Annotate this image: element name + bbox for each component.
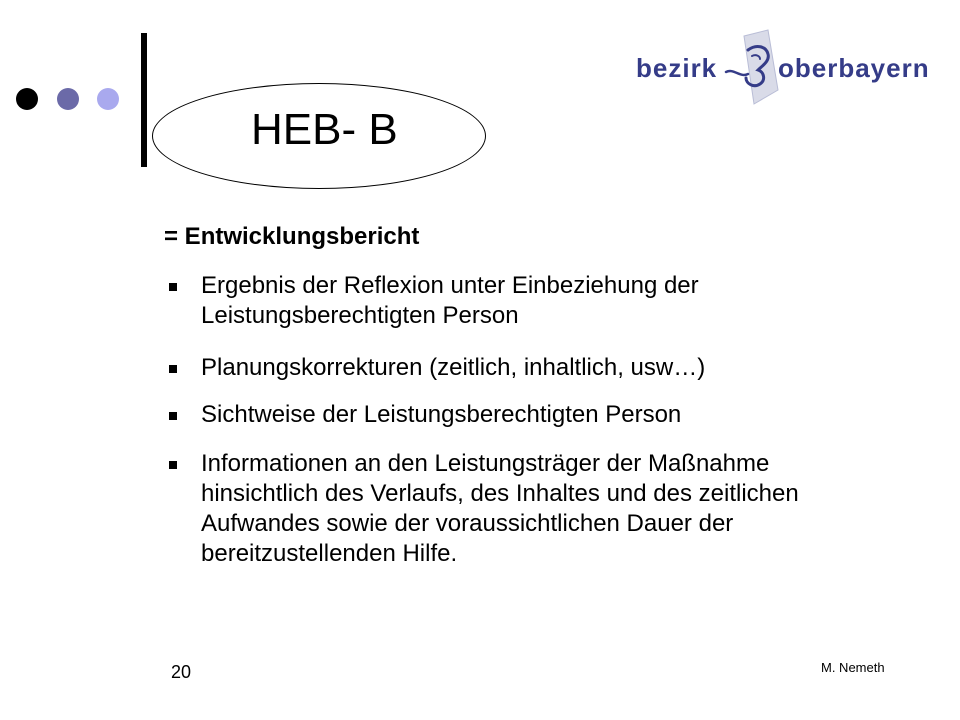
bullet-marker	[169, 365, 177, 373]
bullet-marker	[169, 283, 177, 291]
page-number: 20	[171, 662, 192, 682]
slide-subtitle: = Entwicklungsbericht	[164, 223, 420, 250]
list-item: Sichtweise der Leistungsberechtigten Person	[201, 401, 682, 428]
bullet-marker	[169, 461, 177, 469]
list-item: Informationen an den Leistungsträger der Maßnahme hinsichtlich des Verlaufs, des Inhaltes und des zeitlichen Aufwandes sowie der voraussichtlichen Dauer der bereitzustellenden Hilfe.	[201, 450, 799, 567]
bullet-marker	[169, 412, 177, 420]
logo-text-left: bezirk	[636, 53, 718, 83]
list-item: Planungskorrekturen (zeitlich, inhaltlich, usw…)	[201, 354, 706, 381]
slide-title: HEB- B	[251, 105, 398, 154]
author-label: M. Nemeth	[821, 660, 885, 675]
logo-text-right: oberbayern	[778, 53, 930, 83]
list-item: Ergebnis der Reflexion unter Einbeziehung der Leistungsberechtigten Person	[201, 272, 699, 329]
